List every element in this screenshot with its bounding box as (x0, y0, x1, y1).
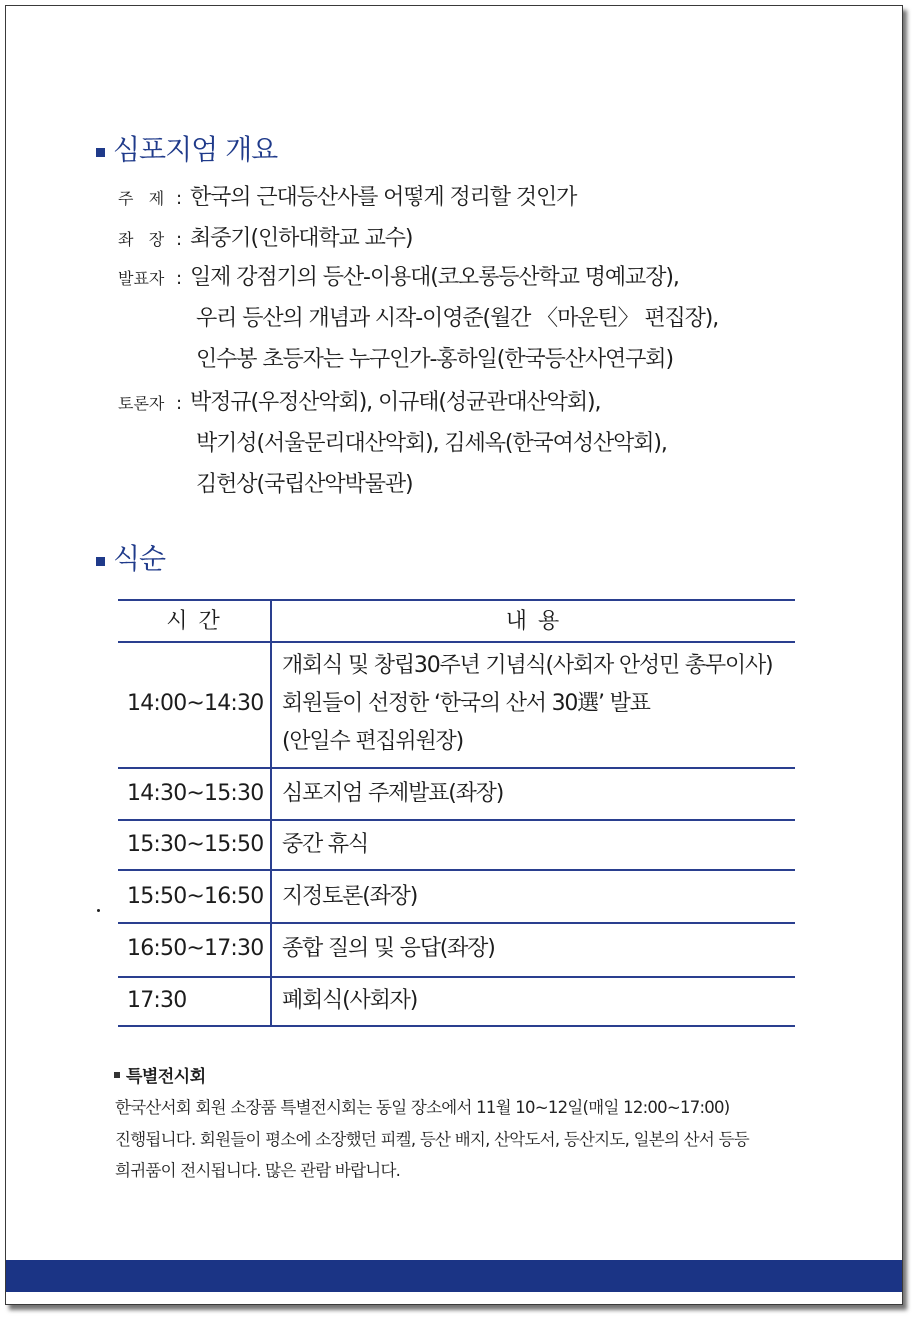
content-cell: 종합 질의 및 응답(좌장) (282, 936, 495, 961)
table-rule (118, 641, 795, 643)
content-cell: (안일수 편집위원장) (282, 729, 463, 754)
content-cell: 심포지엄 주제발표(좌장) (282, 781, 504, 806)
time-cell: 14:30~15:30 (127, 781, 264, 806)
exhibit-heading-text: 특별전시회 (126, 1067, 206, 1087)
overview-heading (96, 133, 278, 166)
panelists-label: 토론자 (118, 394, 165, 413)
presenter-line: 일제 강점기의 등산-이용대(코오롱등산학교 명예교장), (190, 265, 679, 290)
presenters-row (118, 260, 679, 291)
table-rule (118, 1025, 795, 1027)
chair-value: 최중기(인하대학교 교수) (190, 226, 413, 251)
chair-row (118, 221, 412, 252)
exhibit-text-line: 진행됩니다. 회원들이 평소에 소장했던 피켈, 등산 배지, 산악도서, 등산지도, 일본의 산서 등등 (115, 1130, 749, 1149)
presenters-label: 발표자 (118, 269, 165, 288)
table-rule (118, 976, 795, 978)
presenter-line: 인수봉 초등자는 누구인가-홍하일(한국등산사연구회) (196, 347, 673, 372)
topic-label: 주 제 (118, 189, 165, 208)
time-cell: 16:50~17:30 (127, 936, 264, 961)
exhibit-heading (114, 1062, 206, 1087)
chair-colon: : (176, 229, 183, 250)
presenter-line: 우리 등산의 개념과 시작-이영준(월간 〈마운틴〉 편집장), (196, 306, 719, 331)
program-heading (96, 542, 166, 575)
content-cell: 중간 휴식 (282, 832, 369, 857)
exhibit-text-line: 한국산서회 회원 소장품 특별전시회는 동일 장소에서 11월 10~12일(매일 12:00~17:00) (115, 1098, 730, 1117)
content-cell: 지정토론(좌장) (282, 884, 418, 909)
program-heading-text: 식순 (113, 542, 166, 575)
time-cell: 14:00~14:30 (127, 691, 264, 716)
table-rule (118, 767, 795, 769)
content-cell: 회원들이 선정한 ‘한국의 산서 30選’ 발표 (282, 691, 650, 716)
footer-color-band (6, 1260, 902, 1292)
time-cell: 17:30 (127, 988, 187, 1013)
topic-row (118, 180, 576, 211)
topic-value: 한국의 근대등산사를 어떻게 정리할 것인가 (190, 185, 577, 210)
column-header-time: 시 간 (166, 609, 222, 634)
time-cell: 15:30~15:50 (127, 832, 264, 857)
table-rule (118, 922, 795, 924)
square-bullet-icon (114, 1072, 120, 1078)
time-cell: 15:50~16:50 (127, 884, 264, 909)
scan-artifact-dot (97, 909, 100, 912)
overview-heading-text: 심포지엄 개요 (113, 133, 278, 166)
square-bullet-icon (96, 148, 105, 157)
presenters-colon: : (176, 268, 183, 289)
panelist-line: 김헌상(국립산악박물관) (196, 472, 413, 497)
panelist-line: 박기성(서울문리대산악회), 김세옥(한국여성산악회), (196, 431, 667, 456)
square-bullet-icon (96, 557, 105, 566)
column-header-content: 내 용 (505, 609, 562, 634)
panelists-row (118, 385, 600, 416)
panelist-line: 박정규(우정산악회), 이규태(성균관대산악회), (190, 390, 601, 415)
table-rule (118, 599, 795, 601)
content-cell: 폐회식(사회자) (282, 988, 418, 1013)
column-divider (270, 600, 272, 1027)
exhibit-text-line: 희귀품이 전시됩니다. 많은 관람 바랍니다. (115, 1161, 401, 1180)
table-rule (118, 869, 795, 871)
content-cell: 개회식 및 창립30주년 기념식(사회자 안성민 총무이사) (282, 653, 773, 678)
chair-label: 좌 장 (118, 230, 165, 249)
topic-colon: : (176, 188, 183, 209)
panelists-colon: : (176, 393, 183, 414)
table-rule (118, 819, 795, 821)
